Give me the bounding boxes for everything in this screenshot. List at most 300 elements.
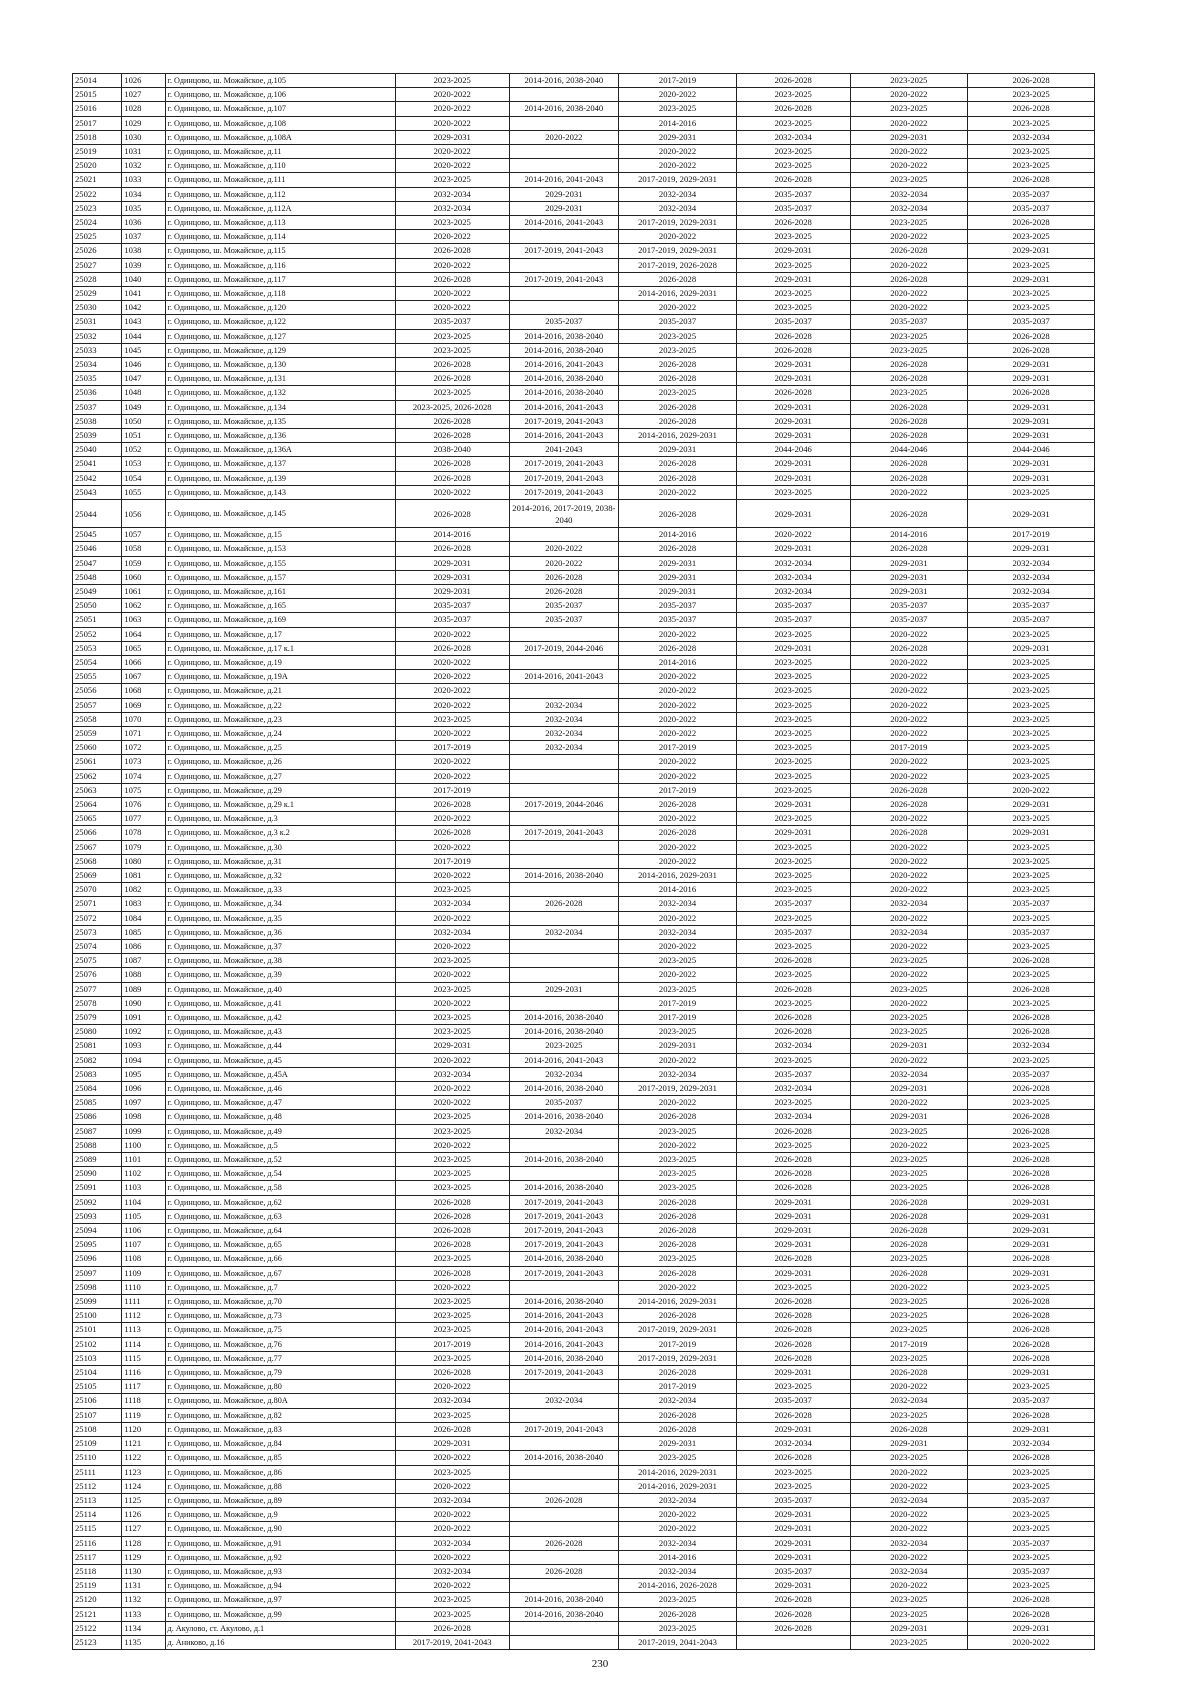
table-cell: 1078 [122, 826, 165, 840]
table-row [73, 1295, 1095, 1309]
table-cell: 2023-2025 [968, 1479, 1095, 1493]
table-cell: 2029-2031 [736, 471, 850, 485]
table-cell: 2026-2028 [736, 329, 850, 343]
table-cell: 2026-2028 [619, 372, 737, 386]
table-cell: г. Одинцово, ш. Можайское, д.118 [165, 287, 395, 301]
table-cell: 25053 [73, 641, 122, 655]
table-row [73, 1280, 1095, 1294]
table-cell: 25085 [73, 1096, 122, 1110]
table-cell: 2023-2025 [850, 1124, 968, 1138]
table-cell [509, 954, 619, 968]
table-cell: 1063 [122, 613, 165, 627]
table-cell: 2017-2019, 2044-2046 [509, 641, 619, 655]
table-cell: 2026-2028 [850, 1422, 968, 1436]
table-cell: 2023-2025 [736, 939, 850, 953]
table-cell: г. Одинцово, ш. Можайское, д.111 [165, 173, 395, 187]
table-cell: 1042 [122, 301, 165, 315]
table-cell: г. Одинцово, ш. Можайское, д.34 [165, 897, 395, 911]
table-cell: г. Одинцово, ш. Можайское, д.155 [165, 556, 395, 570]
table-cell: 2026-2028 [619, 1607, 737, 1621]
table-cell: 2023-2025 [736, 854, 850, 868]
table-row [73, 1153, 1095, 1167]
table-cell: 2035-2037 [736, 187, 850, 201]
table-row [73, 187, 1095, 201]
table-cell: г. Одинцово, ш. Можайское, д.11 [165, 145, 395, 159]
table-cell: 2020-2022 [395, 145, 509, 159]
table-cell: 2029-2031 [968, 457, 1095, 471]
table-row [73, 1167, 1095, 1181]
table-row [73, 670, 1095, 684]
table-cell: 2029-2031 [736, 457, 850, 471]
table-cell: 1091 [122, 1011, 165, 1025]
table-cell: 2023-2025 [619, 386, 737, 400]
table-cell: 2026-2028 [509, 1536, 619, 1550]
table-cell: 1129 [122, 1550, 165, 1564]
table-cell: 2020-2022 [850, 968, 968, 982]
table-cell: 2020-2022 [395, 684, 509, 698]
table-cell: 2026-2028 [619, 414, 737, 428]
table-row [73, 258, 1095, 272]
table-cell: 2032-2034 [619, 187, 737, 201]
table-row [73, 797, 1095, 811]
table-cell: 2014-2016, 2038-2040 [509, 74, 619, 88]
table-cell: 2023-2025 [619, 1181, 737, 1195]
table-row [73, 911, 1095, 925]
table-cell: 2026-2028 [850, 244, 968, 258]
table-cell: 2020-2022 [509, 130, 619, 144]
table-row [73, 287, 1095, 301]
table-cell: 25061 [73, 755, 122, 769]
table-row [73, 1110, 1095, 1124]
table-cell: 2014-2016, 2017-2019, 2038-2040 [509, 500, 619, 528]
table-cell: 2029-2031 [968, 372, 1095, 386]
table-cell: г. Одинцово, ш. Можайское, д.45А [165, 1067, 395, 1081]
table-cell: 2023-2025 [395, 1181, 509, 1195]
table-cell: 25040 [73, 443, 122, 457]
table-cell: 2026-2028 [619, 1195, 737, 1209]
table-cell: 2023-2025 [395, 1593, 509, 1607]
table-cell: 2017-2019, 2029-2031 [619, 173, 737, 187]
table-cell: 1131 [122, 1579, 165, 1593]
table-cell: 2017-2019, 2041-2043 [509, 1422, 619, 1436]
table-cell: 2026-2028 [736, 1593, 850, 1607]
table-cell: г. Одинцово, ш. Можайское, д.64 [165, 1224, 395, 1238]
table-cell [509, 840, 619, 854]
table-cell: 2023-2025 [619, 1593, 737, 1607]
table-cell: 2014-2016, 2041-2043 [509, 1337, 619, 1351]
table-cell: 1100 [122, 1138, 165, 1152]
table-row [73, 783, 1095, 797]
table-cell: г. Одинцово, ш. Можайское, д.79 [165, 1366, 395, 1380]
table-row [73, 372, 1095, 386]
table-cell: 25111 [73, 1465, 122, 1479]
table-cell: 2029-2031 [850, 1039, 968, 1053]
table-cell: 2014-2016, 2038-2040 [509, 1451, 619, 1465]
table-cell: 2032-2034 [736, 584, 850, 598]
table-row [73, 1351, 1095, 1365]
table-cell: 25089 [73, 1153, 122, 1167]
table-cell: г. Одинцово, ш. Можайское, д.132 [165, 386, 395, 400]
table-cell: 2017-2019, 2041-2043 [509, 471, 619, 485]
table-cell: 2023-2025 [968, 726, 1095, 740]
table-cell: 2029-2031 [509, 187, 619, 201]
table-cell: 2026-2028 [736, 74, 850, 88]
table-cell: 2026-2028 [619, 272, 737, 286]
table-cell: 2032-2034 [736, 130, 850, 144]
table-cell: г. Одинцово, ш. Можайское, д.161 [165, 584, 395, 598]
table-cell: 2020-2022 [395, 868, 509, 882]
table-cell: 1128 [122, 1536, 165, 1550]
table-cell: 2020-2022 [395, 1579, 509, 1593]
table-row [73, 1323, 1095, 1337]
table-cell: 2026-2028 [736, 1167, 850, 1181]
table-cell: 2017-2019, 2041-2043 [509, 457, 619, 471]
table-cell: 25120 [73, 1593, 122, 1607]
table-row [73, 74, 1095, 88]
table-cell: 1066 [122, 655, 165, 669]
table-cell: 2017-2019, 2029-2031 [619, 244, 737, 258]
table-cell: 2020-2022 [395, 911, 509, 925]
table-cell: 2026-2028 [619, 1309, 737, 1323]
table-cell: 25058 [73, 712, 122, 726]
table-cell: 2014-2016 [619, 1550, 737, 1564]
table-cell: 25049 [73, 584, 122, 598]
table-cell: г. Одинцово, ш. Можайское, д.35 [165, 911, 395, 925]
table-cell: 25073 [73, 925, 122, 939]
table-cell: 2020-2022 [619, 854, 737, 868]
table-cell: 2032-2034 [395, 1394, 509, 1408]
table-cell: 2041-2043 [509, 443, 619, 457]
table-cell: 2023-2025 [736, 1280, 850, 1294]
table-cell: 2026-2028 [736, 982, 850, 996]
table-cell: 25014 [73, 74, 122, 88]
table-cell: г. Одинцово, ш. Можайское, д.62 [165, 1195, 395, 1209]
table-cell: 2029-2031 [968, 1195, 1095, 1209]
table-cell: 2023-2025 [968, 1096, 1095, 1110]
table-cell: г. Одинцово, ш. Можайское, д.99 [165, 1607, 395, 1621]
table-cell: 2035-2037 [736, 897, 850, 911]
table-cell: 2017-2019, 2041-2043 [509, 272, 619, 286]
table-cell: 2023-2025 [968, 1380, 1095, 1394]
table-cell: г. Одинцово, ш. Можайское, д.169 [165, 613, 395, 627]
table-cell: 2029-2031 [619, 443, 737, 457]
table-cell: 25079 [73, 1011, 122, 1025]
table-cell: 2035-2037 [736, 1394, 850, 1408]
table-cell: 25088 [73, 1138, 122, 1152]
table-cell: г. Одинцово, ш. Можайское, д.157 [165, 570, 395, 584]
table-cell: 2023-2025 [736, 1138, 850, 1152]
table-cell: 2029-2031 [736, 1579, 850, 1593]
table-cell: 2023-2025 [850, 1351, 968, 1365]
table-cell: 2020-2022 [850, 485, 968, 499]
table-cell: 2023-2025 [968, 1508, 1095, 1522]
table-row [73, 570, 1095, 584]
table-cell: 25071 [73, 897, 122, 911]
table-cell: г. Одинцово, ш. Можайское, д.153 [165, 542, 395, 556]
table-cell [509, 1408, 619, 1422]
table-cell: 25039 [73, 429, 122, 443]
table-cell: 2023-2025 [968, 287, 1095, 301]
table-cell: 25037 [73, 400, 122, 414]
table-cell: 2020-2022 [736, 528, 850, 542]
table-cell: 2023-2025 [968, 145, 1095, 159]
table-cell: 2029-2031 [736, 244, 850, 258]
table-cell: 25036 [73, 386, 122, 400]
table-cell: 25086 [73, 1110, 122, 1124]
table-cell: 2014-2016, 2038-2040 [509, 1607, 619, 1621]
table-cell [509, 684, 619, 698]
table-cell: 2020-2022 [395, 1451, 509, 1465]
table-cell: 2014-2016, 2038-2040 [509, 1025, 619, 1039]
table-cell: г. Одинцово, ш. Можайское, д.114 [165, 230, 395, 244]
table-cell: 2032-2034 [395, 1067, 509, 1081]
table-cell: 2020-2022 [395, 102, 509, 116]
table-cell: 2023-2025 [619, 1153, 737, 1167]
table-cell: 2014-2016, 2038-2040 [509, 1011, 619, 1025]
table-cell: г. Одинцово, ш. Можайское, д.49 [165, 1124, 395, 1138]
table-cell [509, 258, 619, 272]
table-cell: 2020-2022 [395, 1550, 509, 1564]
table-cell: г. Одинцово, ш. Можайское, д.165 [165, 599, 395, 613]
table-cell: 2020-2022 [619, 939, 737, 953]
table-cell: 2032-2034 [850, 1067, 968, 1081]
table-cell: 1120 [122, 1422, 165, 1436]
table-cell: 2026-2028 [619, 1224, 737, 1238]
table-cell: 2026-2028 [968, 1011, 1095, 1025]
table-cell [509, 1380, 619, 1394]
table-cell [509, 783, 619, 797]
table-cell: 2023-2025 [619, 102, 737, 116]
table-cell: 2026-2028 [850, 1238, 968, 1252]
table-cell: 2035-2037 [968, 613, 1095, 627]
table-cell [509, 939, 619, 953]
table-cell: 2026-2028 [509, 570, 619, 584]
table-cell: г. Одинцово, ш. Можайское, д.37 [165, 939, 395, 953]
table-cell: 2026-2028 [736, 1011, 850, 1025]
table-cell: 2029-2031 [395, 130, 509, 144]
table-cell: 2023-2025 [968, 1550, 1095, 1564]
table-cell: 2029-2031 [736, 1522, 850, 1536]
table-cell: 2017-2019 [850, 1337, 968, 1351]
table-cell: 25018 [73, 130, 122, 144]
table-cell: 2026-2028 [968, 1110, 1095, 1124]
table-cell: 2020-2022 [850, 911, 968, 925]
table-cell: 25095 [73, 1238, 122, 1252]
table-cell: 2026-2028 [968, 1323, 1095, 1337]
table-cell: 25026 [73, 244, 122, 258]
table-cell: 2029-2031 [968, 641, 1095, 655]
table-cell: г. Одинцово, ш. Можайское, д.31 [165, 854, 395, 868]
table-cell: 25017 [73, 116, 122, 130]
table-cell: г. Одинцово, ш. Можайское, д.73 [165, 1309, 395, 1323]
table-cell: 25105 [73, 1380, 122, 1394]
table-cell [509, 627, 619, 641]
table-cell: 2029-2031 [736, 826, 850, 840]
table-cell: 2032-2034 [395, 1564, 509, 1578]
table-cell: 2014-2016, 2041-2043 [509, 670, 619, 684]
table-cell: 2035-2037 [509, 613, 619, 627]
table-cell: 2035-2037 [509, 599, 619, 613]
table-cell: 2020-2022 [850, 1465, 968, 1479]
table-cell: 2026-2028 [619, 500, 737, 528]
table-cell: 2023-2025 [736, 712, 850, 726]
table-cell: 2026-2028 [968, 1153, 1095, 1167]
table-cell: 2026-2028 [736, 1181, 850, 1195]
table-cell: 2032-2034 [850, 897, 968, 911]
table-cell: г. Одинцово, ш. Можайское, д.23 [165, 712, 395, 726]
table-cell: 2044-2046 [850, 443, 968, 457]
table-cell: 25030 [73, 301, 122, 315]
table-cell: 2035-2037 [968, 1394, 1095, 1408]
table-cell: 2035-2037 [395, 599, 509, 613]
table-cell: 2035-2037 [968, 315, 1095, 329]
table-cell: 2023-2025 [395, 1607, 509, 1621]
table-row [73, 1621, 1095, 1635]
table-cell: 2044-2046 [736, 443, 850, 457]
table-cell: 2026-2028 [850, 272, 968, 286]
table-cell: г. Одинцово, ш. Можайское, д.24 [165, 726, 395, 740]
table-row [73, 1266, 1095, 1280]
table-cell: 2026-2028 [619, 358, 737, 372]
table-cell: 2014-2016, 2029-2031 [619, 1465, 737, 1479]
table-cell: 2032-2034 [395, 187, 509, 201]
table-cell: 2032-2034 [395, 897, 509, 911]
table-row [73, 982, 1095, 996]
table-cell: 2026-2028 [395, 1209, 509, 1223]
table-cell: 1093 [122, 1039, 165, 1053]
table-cell: г. Одинцово, ш. Можайское, д.136 [165, 429, 395, 443]
table-cell: 25109 [73, 1437, 122, 1451]
table-cell: 2026-2028 [619, 826, 737, 840]
table-cell: 2026-2028 [509, 897, 619, 911]
table-cell: 2023-2025 [968, 698, 1095, 712]
table-cell: 25107 [73, 1408, 122, 1422]
table-cell: 1133 [122, 1607, 165, 1621]
table-row [73, 613, 1095, 627]
table-cell: 2020-2022 [850, 1550, 968, 1564]
table-cell: 1040 [122, 272, 165, 286]
table-cell: 25118 [73, 1564, 122, 1578]
table-cell: 2032-2034 [850, 201, 968, 215]
table-cell: г. Одинцово, ш. Можайское, д.91 [165, 1536, 395, 1550]
table-row [73, 1195, 1095, 1209]
table-cell: 25052 [73, 627, 122, 641]
table-row [73, 599, 1095, 613]
table-cell: 2014-2016, 2038-2040 [509, 868, 619, 882]
table-cell: г. Одинцово, ш. Можайское, д.145 [165, 500, 395, 528]
table-cell: 2026-2028 [619, 1238, 737, 1252]
table-cell: 2023-2025 [736, 1053, 850, 1067]
table-cell: 1046 [122, 358, 165, 372]
table-cell: 2020-2022 [395, 88, 509, 102]
table-cell: 2023-2025 [395, 1167, 509, 1181]
table-cell: 2023-2025 [736, 883, 850, 897]
table-cell: 2017-2019 [850, 741, 968, 755]
table-cell: 2026-2028 [619, 1266, 737, 1280]
table-cell: 25047 [73, 556, 122, 570]
table-cell: 2026-2028 [736, 1408, 850, 1422]
table-cell: 1055 [122, 485, 165, 499]
table-cell: 2014-2016, 2038-2040 [509, 1593, 619, 1607]
table-cell: 25034 [73, 358, 122, 372]
table-cell: 2029-2031 [736, 1238, 850, 1252]
table-cell: г. Одинцово, ш. Можайское, д.44 [165, 1039, 395, 1053]
table-cell: 1041 [122, 287, 165, 301]
table-cell: 2026-2028 [395, 1266, 509, 1280]
table-cell: 2023-2025 [395, 982, 509, 996]
table-cell: 2017-2019, 2041-2043 [619, 1635, 737, 1649]
table-row [73, 400, 1095, 414]
table-row [73, 655, 1095, 669]
table-cell: 2023-2025 [968, 1522, 1095, 1536]
table-cell: 2035-2037 [968, 1493, 1095, 1507]
table-cell: 2035-2037 [736, 1564, 850, 1578]
table-cell: 2020-2022 [619, 485, 737, 499]
table-cell: 1037 [122, 230, 165, 244]
table-row [73, 925, 1095, 939]
table-cell: 2014-2016, 2038-2040 [509, 1082, 619, 1096]
table-row [73, 1465, 1095, 1479]
table-cell: 2023-2025 [736, 627, 850, 641]
table-cell: 25110 [73, 1451, 122, 1465]
table-cell: 2014-2016, 2038-2040 [509, 1252, 619, 1266]
table-row [73, 201, 1095, 215]
table-cell: г. Одинцово, ш. Можайское, д.9 [165, 1508, 395, 1522]
table-cell: 25032 [73, 329, 122, 343]
table-cell: 2026-2028 [619, 1422, 737, 1436]
table-cell: 2026-2028 [850, 783, 968, 797]
table-cell: 2026-2028 [968, 1124, 1095, 1138]
table-cell: 2020-2022 [395, 996, 509, 1010]
table-cell [509, 528, 619, 542]
table-cell: 25097 [73, 1266, 122, 1280]
table-cell: 2026-2028 [968, 329, 1095, 343]
table-cell: 2026-2028 [736, 1323, 850, 1337]
table-cell: 1117 [122, 1380, 165, 1394]
table-row [73, 741, 1095, 755]
table-cell: 2020-2022 [619, 712, 737, 726]
table-cell: 2026-2028 [850, 797, 968, 811]
table-cell: 1076 [122, 797, 165, 811]
table-cell: 2035-2037 [619, 599, 737, 613]
table-cell: 2023-2025 [850, 1451, 968, 1465]
table-cell: 1111 [122, 1295, 165, 1309]
table-row [73, 443, 1095, 457]
table-cell [509, 116, 619, 130]
table-cell: 2026-2028 [850, 1266, 968, 1280]
table-cell: 2035-2037 [736, 925, 850, 939]
table-cell: 1045 [122, 343, 165, 357]
table-cell: г. Одинцово, ш. Можайское, д.115 [165, 244, 395, 258]
table-cell: 2029-2031 [509, 982, 619, 996]
table-cell: 2017-2019, 2029-2031 [619, 1351, 737, 1365]
table-cell: 2023-2025 [736, 1465, 850, 1479]
table-cell: 2023-2025 [850, 1167, 968, 1181]
table-cell: 1082 [122, 883, 165, 897]
table-cell: 2026-2028 [736, 1124, 850, 1138]
table-cell: 2020-2022 [850, 1579, 968, 1593]
table-cell: г. Одинцово, ш. Можайское, д.83 [165, 1422, 395, 1436]
table-cell: г. Одинцово, ш. Можайское, д.89 [165, 1493, 395, 1507]
table-cell: 2014-2016, 2029-2031 [619, 1479, 737, 1493]
table-cell: 2020-2022 [850, 230, 968, 244]
table-cell: 2023-2025 [736, 741, 850, 755]
table-row [73, 1522, 1095, 1536]
table-cell: 2029-2031 [968, 400, 1095, 414]
table-cell: 25121 [73, 1607, 122, 1621]
table-cell: 2035-2037 [968, 1536, 1095, 1550]
table-cell: 1056 [122, 500, 165, 528]
